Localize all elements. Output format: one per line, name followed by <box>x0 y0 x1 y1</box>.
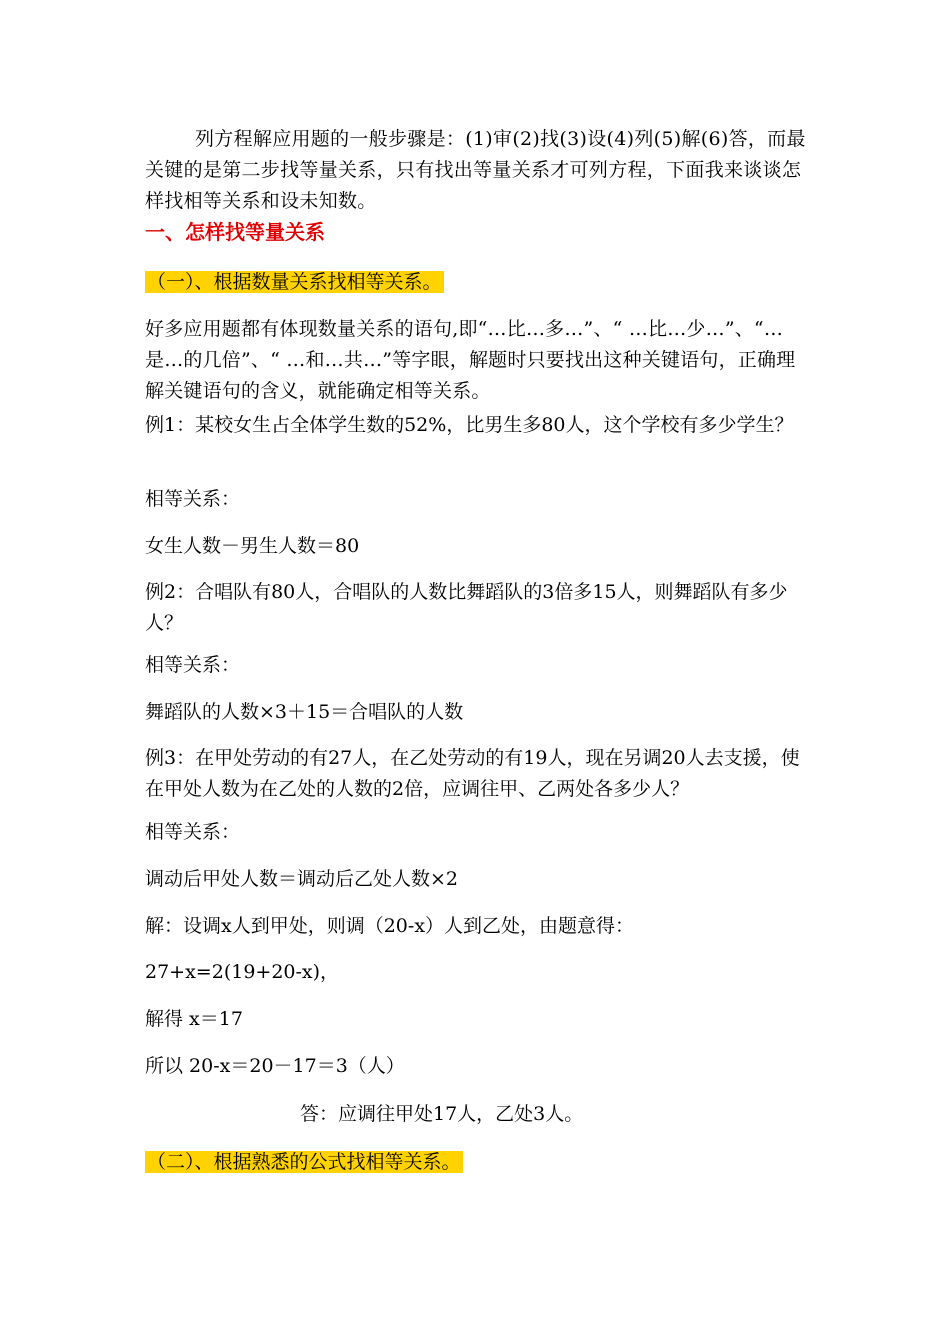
example-3-equation: 调动后甲处人数＝调动后乙处人数×2 <box>145 868 459 890</box>
subsection-heading-1 <box>145 267 810 298</box>
example-2-question: 例2：合唱队有80人，合唱队的人数比舞蹈队的3倍多15人，则舞蹈队有多少人？ <box>145 581 788 634</box>
example-1-equation: 女生人数－男生人数＝80 <box>145 535 360 557</box>
solution-line: 解得 x＝17 <box>145 1008 243 1030</box>
subsection-2-highlight: （二）、根据熟悉的公式找相等关系。 <box>147 1151 461 1173</box>
example-3-question: 例3：在甲处劳动的有27人，在乙处劳动的有19人，现在另调20人去支援，使在甲处人数为在乙处的人数的2倍，应调往甲、乙两处各多少人？ <box>145 747 800 800</box>
example-2-equation: 舞蹈队的人数×3＋15＝合唱队的人数 <box>145 701 464 723</box>
example-3-relation-label: 相等关系： <box>145 821 241 843</box>
section-title: 一、怎样找等量关系 <box>145 220 325 244</box>
example-1-relation-label: 相等关系： <box>145 488 241 510</box>
solution-line: 27+x=2(19+20-x)， <box>145 961 340 983</box>
intro-paragraph: 列方程解应用题的一般步骤是：(1)审(2)找(3)设(4)列(5)解(6)答，而最关键的是第二步找等量关系，只有找出等量关系才可列方程，下面我来谈谈怎样找相等关系和设未知数。 <box>145 128 806 212</box>
example-2-relation-label: 相等关系： <box>145 654 241 676</box>
subsection-heading-2 <box>145 1147 810 1178</box>
key-phrases-paragraph: 好多应用题都有体现数量关系的语句,即“…比…多…”、“ …比…少…”、“…是…的几倍”、“ …和…共…”等字眼，解题时只要找出这种关键语句，正确理解关键语句的含义，就能确定相等关系。 <box>145 318 796 402</box>
solution-line: 解：设调x人到甲处，则调（20-x）人到乙处，由题意得： <box>145 915 635 937</box>
subsection-1-highlight: （一）、根据数量关系找相等关系。 <box>147 271 442 293</box>
example-1-question: 例1：某校女生占全体学生数的52%，比男生多80人，这个学校有多少学生？ <box>145 414 794 436</box>
answer-line: 答：应调往甲处17人，乙处3人。 <box>300 1103 584 1125</box>
solution-line: 所以 20-x＝20－17＝3（人） <box>145 1055 405 1077</box>
